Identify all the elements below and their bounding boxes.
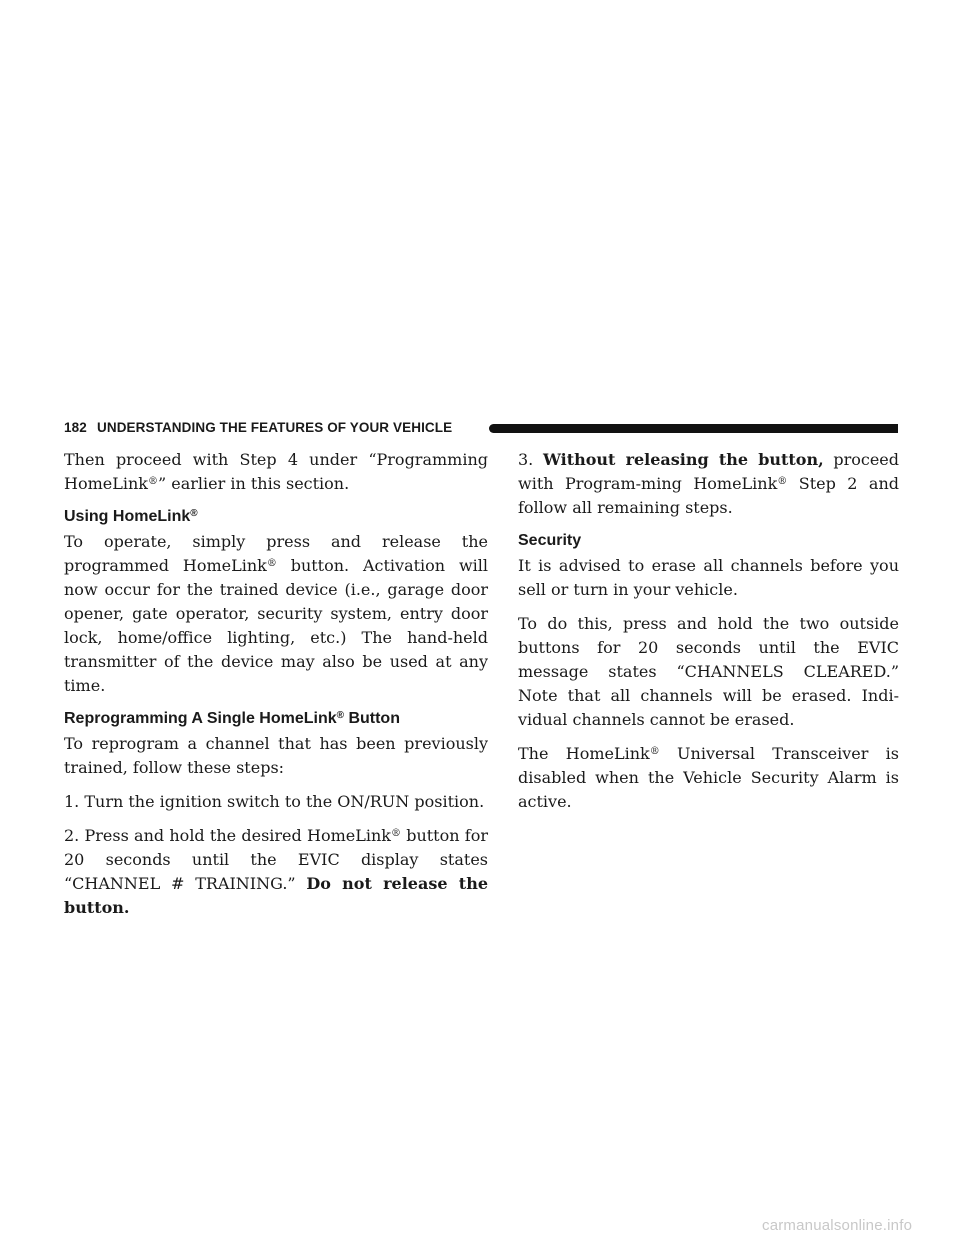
heading-reprogramming: Reprogramming A Single HomeLink® Button	[64, 710, 400, 727]
page-header	[64, 418, 898, 440]
section-title: UNDERSTANDING THE FEATURES OF YOUR VEHICLE	[97, 420, 453, 435]
heading-using-homelink: Using HomeLink®	[64, 508, 198, 525]
security-paragraph-2: To do this, press and hold the two outside buttons for 20 seconds until the EVIC message states “CHANNELS CLEARED.” Note that all channels will be erased. Indi-vidual channels cannot be erased.	[518, 614, 899, 729]
header-rule	[489, 424, 898, 433]
registered-mark: ®	[777, 476, 788, 487]
heading-security: Security	[518, 532, 582, 549]
using-paragraph: To operate, simply press and release the programmed HomeLink® button. Activation will now occur for the trained device (i.e., garage door opener, gate operator, security system, entry door lock, home/office lighting, etc.) The hand-held transmitter of the device may also be used at any time.	[64, 532, 489, 695]
reprogram-intro: To reprogram a channel that has been previously trained, follow these steps:	[64, 734, 488, 777]
registered-mark: ®	[649, 746, 660, 757]
right-column	[518, 448, 899, 824]
step-2: 2. Press and hold the desired HomeLink® button for 20 seconds until the EVIC display states “CHANNEL # TRAINING.” Do not release the button.	[64, 826, 488, 917]
registered-mark: ®	[390, 828, 401, 839]
step-3: 3. Without releasing the button, proceed with Program-ming HomeLink® Step 2 and follow all remaining steps.	[518, 450, 900, 517]
watermark-logo: carmanualsonline.info	[762, 1210, 960, 1242]
registered-mark: ®	[266, 558, 277, 569]
left-column	[64, 448, 488, 930]
registered-mark: ®	[336, 710, 344, 721]
registered-mark: ®	[190, 508, 198, 519]
intro-paragraph: Then proceed with Step 4 under “Programming HomeLink®” earlier in this section.	[64, 450, 488, 493]
registered-mark: ®	[147, 476, 158, 487]
page-number: 182	[64, 420, 87, 435]
step-1: 1. Turn the ignition switch to the ON/RUN position.	[64, 792, 485, 811]
security-paragraph-1: It is advised to erase all channels before you sell or turn in your vehicle.	[518, 556, 899, 599]
security-paragraph-3: The HomeLink® Universal Transceiver is disabled when the Vehicle Security Alarm is active.	[518, 744, 900, 811]
